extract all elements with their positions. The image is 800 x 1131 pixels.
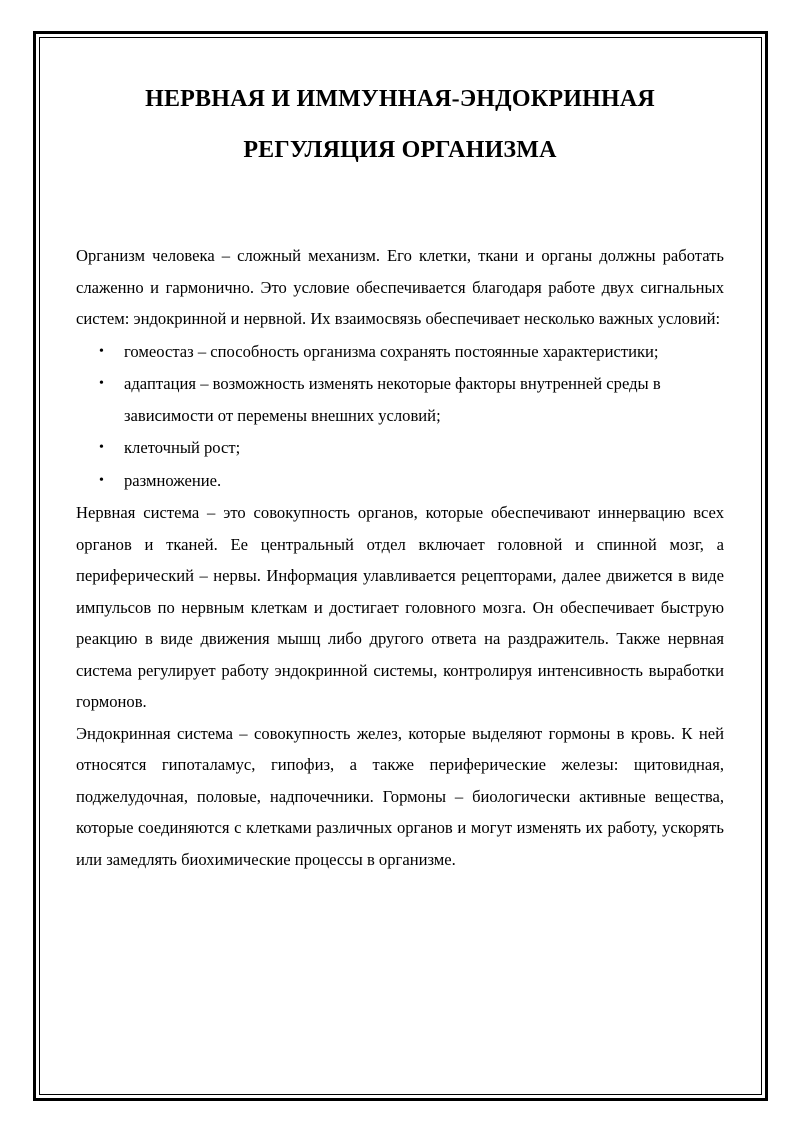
list-item-text: размножение. [124,470,222,490]
list-item [76,465,724,497]
list-item [76,336,724,368]
intro-paragraph: Организм человека – сложный механизм. Его клетки, ткани и органы должны работать слаженно и гармонично. Это условие обеспечивается благодаря работе двух сигнальных систем: эндокринной и нервной. Их взаимосвязь обеспечивает несколько важных условий: [76,246,724,328]
list-item [76,368,724,431]
bullet-icon: • [99,440,104,455]
list-item-text: гомеостаз – способность организма сохранять постоянные характеристики; [124,341,659,361]
list-item-text: клеточный рост; [124,438,241,457]
endocrine-system-paragraph: Эндокринная система – совокупность желез, которые выделяют гормоны в кровь. К ней относятся гипоталамус, гипофиз, а также периферические железы: щитовидная, поджелудочная, половые, надпочечники. Гормоны – биологически активные вещества, которые соединяются с клетками различных органов и могут изменять их работу, ускорять или замедлять биохимические процессы в организме. [76,723,724,869]
title-line-2: РЕГУЛЯЦИЯ ОРГАНИЗМА [243,137,557,163]
bullet-icon: • [99,472,104,488]
list-item-text: адаптация – возможность изменять некоторые факторы внутренней среды в зависимости от перемены внешних условий; [124,374,661,425]
title-line-1: НЕРВНАЯ И ИММУННАЯ-ЭНДОКРИННАЯ [145,86,655,112]
conditions-list [76,336,724,497]
bullet-icon: • [99,343,104,359]
nervous-system-paragraph: Нервная система – это совокупность органов, которые обеспечивают иннервацию всех органов и тканей. Ее центральный отдел включает головной и спинной мозг, а периферический – нервы. Информация улавливается рецепторами, далее движется в виде импульсов по нервным клеткам и достигает головного мозга. Он обеспечивает быструю реакцию в виде движения мышц либо другого ответа на раздражитель. Также нервная система регулирует работу эндокринной системы, контролируя интенсивность выработки гормонов. [76,503,724,711]
list-item [76,432,724,464]
bullet-icon: • [99,376,104,391]
document-body [76,240,724,875]
document-title [76,74,724,176]
